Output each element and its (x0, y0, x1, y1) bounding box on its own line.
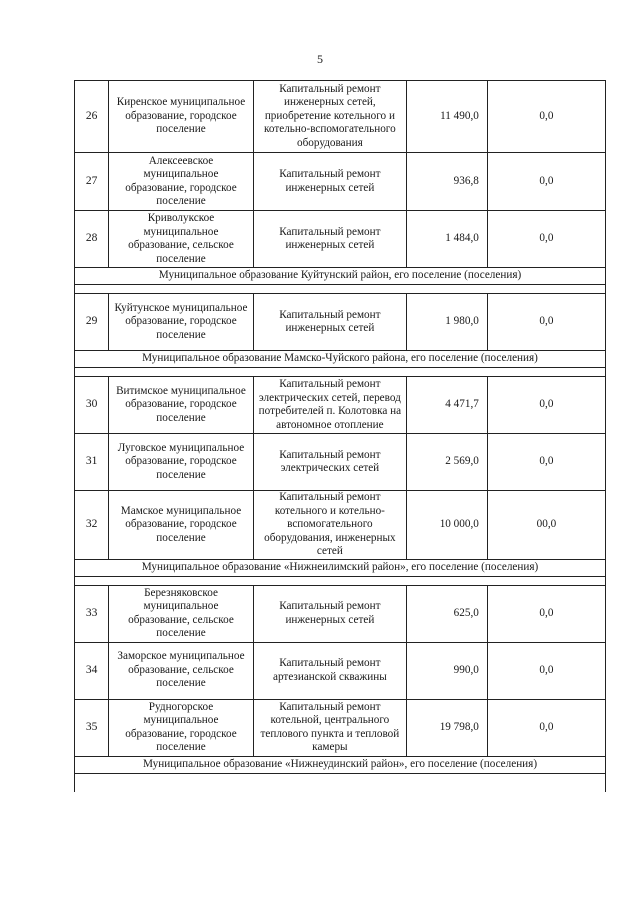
amount-cell: 1 980,0 (407, 294, 488, 351)
secondary-amount-cell: 0,0 (487, 434, 605, 491)
table-row (75, 377, 606, 434)
section-header-row (75, 756, 606, 773)
section-gap (75, 773, 606, 792)
municipality-name: Витимское муниципальное образование, городское поселение (109, 377, 253, 434)
amount-cell: 1 484,0 (407, 211, 488, 268)
table-row (75, 642, 606, 699)
table-row (75, 434, 606, 491)
funding-table (74, 80, 606, 792)
municipality-name: Куйтунское муниципальное образование, городское поселение (109, 294, 253, 351)
section-header-row (75, 268, 606, 285)
amount-cell: 19 798,0 (407, 699, 488, 756)
page-number: 5 (317, 52, 323, 66)
table-row (75, 81, 606, 153)
row-number: 33 (75, 585, 109, 642)
secondary-amount-cell: 0,0 (487, 642, 605, 699)
secondary-amount-cell: 0,0 (487, 81, 605, 153)
work-description: Капитальный ремонт инженерных сетей (253, 211, 406, 268)
table-row (75, 153, 606, 211)
section-gap (75, 368, 606, 377)
work-description: Капитальный ремонт артезианской скважины (253, 642, 406, 699)
amount-cell: 990,0 (407, 642, 488, 699)
municipality-name: Мамское муниципальное образование, городское поселение (109, 491, 253, 560)
amount-cell: 625,0 (407, 585, 488, 642)
section-header-row (75, 351, 606, 368)
row-number: 28 (75, 211, 109, 268)
section-gap-row (75, 368, 606, 377)
work-description: Капитальный ремонт электрических сетей, перевод потребителей п. Колотовка на автономное отопление (253, 377, 406, 434)
section-gap-row (75, 576, 606, 585)
amount-cell: 2 569,0 (407, 434, 488, 491)
amount-cell: 10 000,0 (407, 491, 488, 560)
municipality-name: Рудногорское муниципальное образование, городское поселение (109, 699, 253, 756)
section-gap-row (75, 773, 606, 792)
secondary-amount-cell: 0,0 (487, 699, 605, 756)
secondary-amount-cell: 0,0 (487, 294, 605, 351)
work-description: Капитальный ремонт инженерных сетей, приобретение котельного и котельно-вспомогательного оборудования (253, 81, 406, 153)
secondary-amount-cell: 0,0 (487, 585, 605, 642)
row-number: 34 (75, 642, 109, 699)
work-description: Капитальный ремонт инженерных сетей (253, 294, 406, 351)
section-header: Муниципальное образование «Нижнеилимский район», его поселение (поселения) (75, 559, 606, 576)
row-number: 30 (75, 377, 109, 434)
row-number: 31 (75, 434, 109, 491)
table-row (75, 294, 606, 351)
secondary-amount-cell: 0,0 (487, 377, 605, 434)
row-number: 27 (75, 153, 109, 211)
table-row (75, 699, 606, 756)
secondary-amount-cell: 0,0 (487, 211, 605, 268)
municipality-name: Луговское муниципальное образование, городское поселение (109, 434, 253, 491)
section-header: Муниципальное образование «Нижнеудинский район», его поселение (поселения) (75, 756, 606, 773)
work-description: Капитальный ремонт инженерных сетей (253, 585, 406, 642)
amount-cell: 11 490,0 (407, 81, 488, 153)
municipality-name: Алексеевское муниципальное образование, городское поселение (109, 153, 253, 211)
municipality-name: Криволукское муниципальное образование, сельское поселение (109, 211, 253, 268)
amount-cell: 936,8 (407, 153, 488, 211)
work-description: Капитальный ремонт котельного и котельно-вспомогательного оборудования, инженерных сетей (253, 491, 406, 560)
work-description: Капитальный ремонт котельной, центрального теплового пункта и тепловой камеры (253, 699, 406, 756)
section-gap (75, 576, 606, 585)
secondary-amount-cell: 0,0 (487, 153, 605, 211)
secondary-amount-cell: 00,0 (487, 491, 605, 560)
municipality-name: Киренское муниципальное образование, городское поселение (109, 81, 253, 153)
work-description: Капитальный ремонт инженерных сетей (253, 153, 406, 211)
section-header: Муниципальное образование Куйтунский район, его поселение (поселения) (75, 268, 606, 285)
section-header: Муниципальное образование Мамско-Чуйского района, его поселение (поселения) (75, 351, 606, 368)
row-number: 35 (75, 699, 109, 756)
municipality-name: Березняковское муниципальное образование, сельское поселение (109, 585, 253, 642)
municipality-name: Заморское муниципальное образование, сельское поселение (109, 642, 253, 699)
work-description: Капитальный ремонт электрических сетей (253, 434, 406, 491)
table-row (75, 211, 606, 268)
table-row (75, 585, 606, 642)
section-header-row (75, 559, 606, 576)
row-number: 26 (75, 81, 109, 153)
row-number: 32 (75, 491, 109, 560)
section-gap-row (75, 285, 606, 294)
table-row (75, 491, 606, 560)
section-gap (75, 285, 606, 294)
amount-cell: 4 471,7 (407, 377, 488, 434)
row-number: 29 (75, 294, 109, 351)
